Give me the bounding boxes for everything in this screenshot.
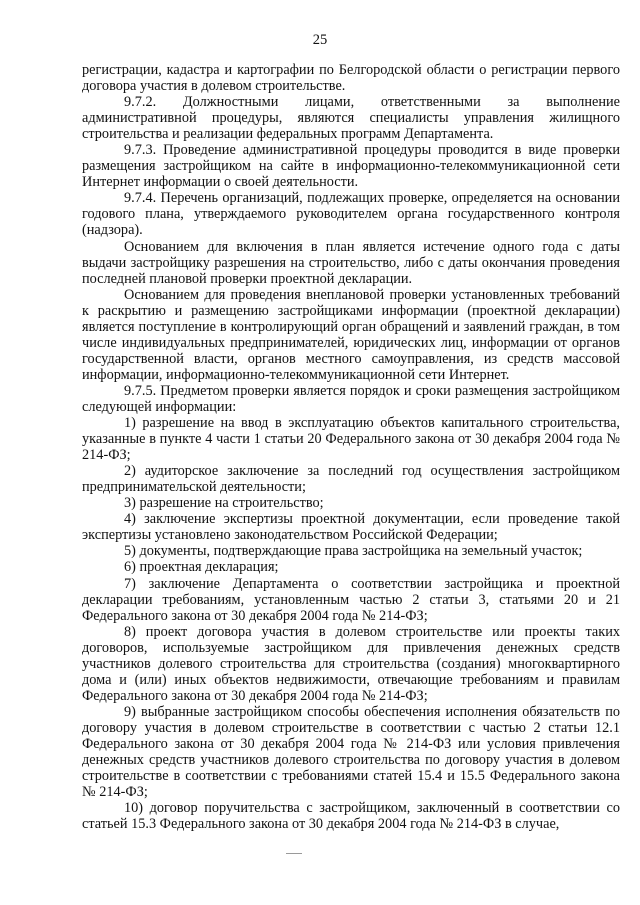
- list-item: 7) заключение Департамента о соответствии застройщика и проектной декларации требованиям, установленным частью 2 статьи 3, статьями 20 и 21 Федерального закона от 30 декабря 2004 года № 214-ФЗ;: [82, 575, 620, 624]
- paragraph: 9.7.5. Предметом проверки является порядок и сроки размещения застройщиком следующей информации:: [82, 382, 620, 415]
- paragraph: 9.7.2. Должностными лицами, ответственными за выполнение административной процедуры, являются специалисты управления жилищного строительства и реализации федеральных программ Департамента.: [82, 94, 620, 143]
- paragraph: Основанием для проведения внеплановой проверки установленных требований к раскрытию и размещению застройщиками информации (проектной декларации) является поступление в контролирующий орган обращений и заявлений граждан, в том числе индивидуальных предпринимателей, юридических лиц, информации от органов государственной власти, органов местного самоуправления, из средств массовой информации, информационно-телекоммуникационной сети Интернет.: [82, 286, 620, 383]
- scan-mark: [286, 853, 302, 854]
- list-item: 6) проектная декларация;: [124, 559, 279, 576]
- paragraph: 9.7.4. Перечень организаций, подлежащих проверке, определяется на основании годового плана, утверждаемого руководителем органа государственного контроля (надзора).: [82, 190, 620, 239]
- list-item: 1) разрешение на ввод в эксплуатацию объектов капитального строительства, указанные в пункте 4 части 1 статьи 20 Федерального закона от 30 декабря 2004 года № 214-ФЗ;: [82, 415, 620, 464]
- list-item: 4) заключение экспертизы проектной документации, если проведение такой экспертизы установлено законодательством Российской Федерации;: [82, 511, 620, 544]
- list-item: 9) выбранные застройщиком способы обеспечения исполнения обязательств по договору участия в долевом строительстве в соответствии с частью 2 статьи 12.1 Федерального закона от 30 декабря 2004 года № 214-ФЗ или условия привлечения денежных средств участников долевого строительства по договору участия в долевом строительстве в соответствии с требованиями статей 15.4 и 15.5 Федерального закона № 214-ФЗ;: [82, 703, 620, 801]
- list-item: 5) документы, подтверждающие права застройщика на земельный участок;: [124, 543, 583, 560]
- list-item: 2) аудиторское заключение за последний год осуществления застройщиком предпринимательской деятельности;: [82, 463, 620, 496]
- list-item: 3) разрешение на строительство;: [124, 495, 324, 512]
- paragraph: Основанием для включения в план является истечение одного года с даты выдачи застройщику разрешения на строительство, либо с даты окончания проведения последней плановой проверки проектной декларации.: [82, 238, 620, 287]
- paragraph: регистрации, кадастра и картографии по Белгородской области о регистрации первого договора участия в долевом строительстве.: [82, 62, 620, 95]
- list-item: 10) договор поручительства с застройщиком, заключенный в соответствии со статьей 15.3 Федерального закона от 30 декабря 2004 года № 214-ФЗ в случае,: [82, 800, 620, 833]
- list-item: 8) проект договора участия в долевом строительстве или проекты таких договоров, используемые застройщиком для привлечения денежных средств участников долевого строительства для строительства (создания) многоквартирного дома и (или) иных объектов недвижимости, отвечающие требованиям и правилам Федерального закона от 30 декабря 2004 года № 214-ФЗ;: [82, 623, 620, 704]
- document-body: [82, 62, 620, 832]
- page-number: 25: [312, 32, 328, 48]
- paragraph: 9.7.3. Проведение административной процедуры проводится в виде проверки размещения застройщиком на сайте в информационно-телекоммуникационной сети Интернет информации о своей деятельности.: [82, 142, 620, 191]
